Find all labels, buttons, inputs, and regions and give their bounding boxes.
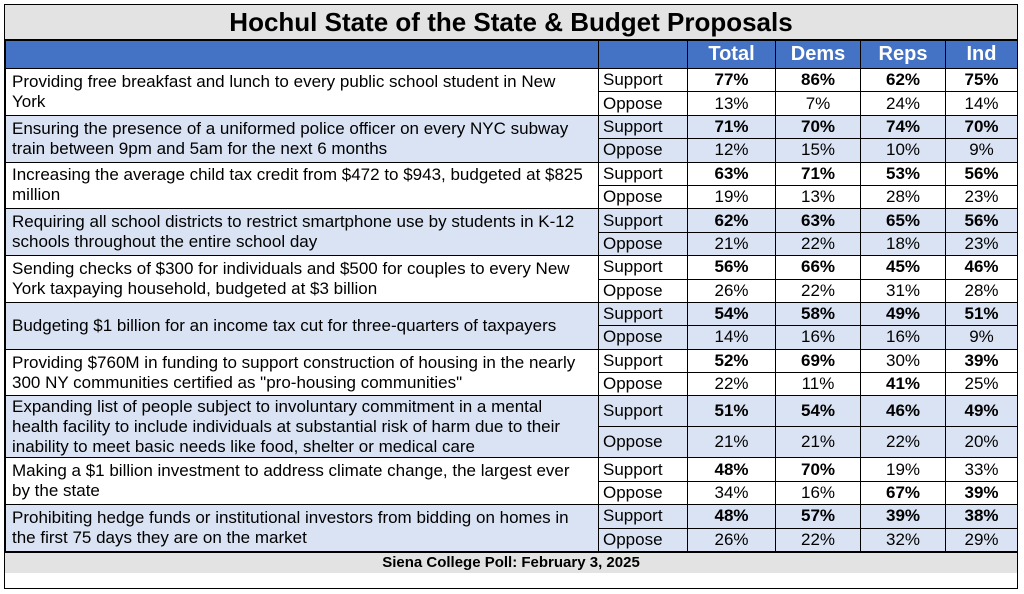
- value-ind-oppose: 29%: [946, 528, 1018, 551]
- question-cell: Providing free breakfast and lunch to every public school student in New York: [6, 69, 599, 116]
- response-label-support: Support: [599, 458, 688, 481]
- value-ind-oppose: 20%: [946, 427, 1018, 458]
- value-total-support: 48%: [688, 458, 776, 481]
- value-total-oppose: 34%: [688, 481, 776, 504]
- value-reps-oppose: 41%: [861, 373, 946, 396]
- table-row-support: [6, 458, 1018, 481]
- header-ind: Ind: [946, 41, 1018, 69]
- header-row: [6, 41, 1018, 69]
- value-total-oppose: 12%: [688, 139, 776, 162]
- value-ind-support: 75%: [946, 69, 1018, 92]
- value-ind-support: 38%: [946, 505, 1018, 528]
- value-reps-oppose: 10%: [861, 139, 946, 162]
- value-ind-oppose: 25%: [946, 373, 1018, 396]
- value-dems-oppose: 22%: [776, 279, 861, 302]
- value-reps-support: 45%: [861, 256, 946, 279]
- value-ind-support: 70%: [946, 115, 1018, 138]
- value-ind-oppose: 9%: [946, 326, 1018, 349]
- value-total-support: 48%: [688, 505, 776, 528]
- header-blank-response: [599, 41, 688, 69]
- value-reps-oppose: 18%: [861, 232, 946, 255]
- response-label-oppose: Oppose: [599, 139, 688, 162]
- value-reps-oppose: 67%: [861, 481, 946, 504]
- response-label-oppose: Oppose: [599, 373, 688, 396]
- value-ind-oppose: 23%: [946, 185, 1018, 208]
- value-dems-support: 58%: [776, 302, 861, 325]
- question-cell: Expanding list of people subject to involuntary commitment in a mental health facility to include individuals at substantial risk of harm due to their inability to meet basic needs like food, shelter or medical care: [6, 396, 599, 458]
- value-reps-oppose: 24%: [861, 92, 946, 115]
- value-dems-oppose: 21%: [776, 427, 861, 458]
- value-ind-oppose: 28%: [946, 279, 1018, 302]
- value-dems-support: 57%: [776, 505, 861, 528]
- response-label-support: Support: [599, 349, 688, 372]
- value-total-oppose: 21%: [688, 232, 776, 255]
- header-total: Total: [688, 41, 776, 69]
- value-reps-oppose: 22%: [861, 427, 946, 458]
- response-label-support: Support: [599, 256, 688, 279]
- response-label-support: Support: [599, 162, 688, 185]
- value-dems-oppose: 7%: [776, 92, 861, 115]
- value-ind-support: 46%: [946, 256, 1018, 279]
- table-row-support: [6, 69, 1018, 92]
- table-row-support: [6, 302, 1018, 325]
- response-label-oppose: Oppose: [599, 92, 688, 115]
- question-cell: Increasing the average child tax credit from $472 to $943, budgeted at $825 million: [6, 162, 599, 209]
- value-reps-support: 49%: [861, 302, 946, 325]
- value-reps-support: 30%: [861, 349, 946, 372]
- value-total-oppose: 14%: [688, 326, 776, 349]
- value-total-oppose: 13%: [688, 92, 776, 115]
- value-dems-support: 69%: [776, 349, 861, 372]
- value-dems-oppose: 16%: [776, 481, 861, 504]
- poll-table-frame: [4, 4, 1018, 589]
- value-reps-support: 65%: [861, 209, 946, 232]
- question-cell: Requiring all school districts to restrict smartphone use by students in K-12 schools throughout the entire school day: [6, 209, 599, 256]
- value-total-support: 77%: [688, 69, 776, 92]
- value-total-support: 51%: [688, 396, 776, 427]
- value-dems-support: 70%: [776, 115, 861, 138]
- value-ind-support: 51%: [946, 302, 1018, 325]
- value-total-support: 52%: [688, 349, 776, 372]
- value-ind-oppose: 14%: [946, 92, 1018, 115]
- response-label-support: Support: [599, 115, 688, 138]
- value-total-support: 56%: [688, 256, 776, 279]
- question-cell: Prohibiting hedge funds or institutional investors from bidding on homes in the first 75 days they are on the market: [6, 505, 599, 552]
- response-label-support: Support: [599, 505, 688, 528]
- response-label-oppose: Oppose: [599, 528, 688, 551]
- response-label-oppose: Oppose: [599, 279, 688, 302]
- value-ind-support: 49%: [946, 396, 1018, 427]
- value-total-support: 63%: [688, 162, 776, 185]
- header-reps: Reps: [861, 41, 946, 69]
- table-title: Hochul State of the State & Budget Proposals: [5, 5, 1017, 40]
- table-row-support: [6, 162, 1018, 185]
- value-reps-support: 19%: [861, 458, 946, 481]
- table-row-support: [6, 256, 1018, 279]
- table-row-support: [6, 209, 1018, 232]
- value-dems-support: 86%: [776, 69, 861, 92]
- value-ind-support: 56%: [946, 209, 1018, 232]
- value-total-oppose: 26%: [688, 528, 776, 551]
- table-row-support: [6, 349, 1018, 372]
- table-row-support: [6, 115, 1018, 138]
- response-label-support: Support: [599, 69, 688, 92]
- value-reps-support: 39%: [861, 505, 946, 528]
- question-cell: Budgeting $1 billion for an income tax cut for three-quarters of taxpayers: [6, 302, 599, 349]
- table-row-support: [6, 396, 1018, 427]
- value-dems-oppose: 13%: [776, 185, 861, 208]
- value-dems-support: 70%: [776, 458, 861, 481]
- header-dems: Dems: [776, 41, 861, 69]
- poll-table: [5, 40, 1018, 552]
- response-label-support: Support: [599, 209, 688, 232]
- response-label-support: Support: [599, 396, 688, 427]
- table-footer: Siena College Poll: February 3, 2025: [5, 552, 1017, 573]
- value-dems-oppose: 15%: [776, 139, 861, 162]
- header-blank: [6, 41, 599, 69]
- value-ind-support: 39%: [946, 349, 1018, 372]
- value-dems-oppose: 22%: [776, 232, 861, 255]
- value-reps-oppose: 31%: [861, 279, 946, 302]
- value-dems-support: 63%: [776, 209, 861, 232]
- response-label-support: Support: [599, 302, 688, 325]
- value-total-oppose: 21%: [688, 427, 776, 458]
- value-ind-oppose: 23%: [946, 232, 1018, 255]
- value-ind-oppose: 9%: [946, 139, 1018, 162]
- value-dems-support: 54%: [776, 396, 861, 427]
- value-total-support: 71%: [688, 115, 776, 138]
- value-dems-support: 66%: [776, 256, 861, 279]
- value-total-oppose: 19%: [688, 185, 776, 208]
- value-reps-oppose: 32%: [861, 528, 946, 551]
- value-dems-oppose: 16%: [776, 326, 861, 349]
- value-reps-oppose: 28%: [861, 185, 946, 208]
- table-row-support: [6, 505, 1018, 528]
- question-cell: Sending checks of $300 for individuals and $500 for couples to every New York taxpaying household, budgeted at $3 billion: [6, 256, 599, 303]
- value-reps-oppose: 16%: [861, 326, 946, 349]
- question-cell: Ensuring the presence of a uniformed police officer on every NYC subway train between 9pm and 5am for the next 6 months: [6, 115, 599, 162]
- question-cell: Making a $1 billion investment to address climate change, the largest ever by the state: [6, 458, 599, 505]
- value-reps-support: 46%: [861, 396, 946, 427]
- value-dems-support: 71%: [776, 162, 861, 185]
- value-dems-oppose: 22%: [776, 528, 861, 551]
- value-total-oppose: 26%: [688, 279, 776, 302]
- response-label-oppose: Oppose: [599, 326, 688, 349]
- table-body: [6, 69, 1018, 552]
- value-total-oppose: 22%: [688, 373, 776, 396]
- value-total-support: 62%: [688, 209, 776, 232]
- value-reps-support: 53%: [861, 162, 946, 185]
- value-dems-oppose: 11%: [776, 373, 861, 396]
- value-reps-support: 62%: [861, 69, 946, 92]
- value-ind-support: 56%: [946, 162, 1018, 185]
- value-total-support: 54%: [688, 302, 776, 325]
- value-ind-support: 33%: [946, 458, 1018, 481]
- response-label-oppose: Oppose: [599, 481, 688, 504]
- response-label-oppose: Oppose: [599, 427, 688, 458]
- value-ind-oppose: 39%: [946, 481, 1018, 504]
- response-label-oppose: Oppose: [599, 185, 688, 208]
- value-reps-support: 74%: [861, 115, 946, 138]
- question-cell: Providing $760M in funding to support construction of housing in the nearly 300 NY communities certified as "pro-housing communities": [6, 349, 599, 396]
- response-label-oppose: Oppose: [599, 232, 688, 255]
